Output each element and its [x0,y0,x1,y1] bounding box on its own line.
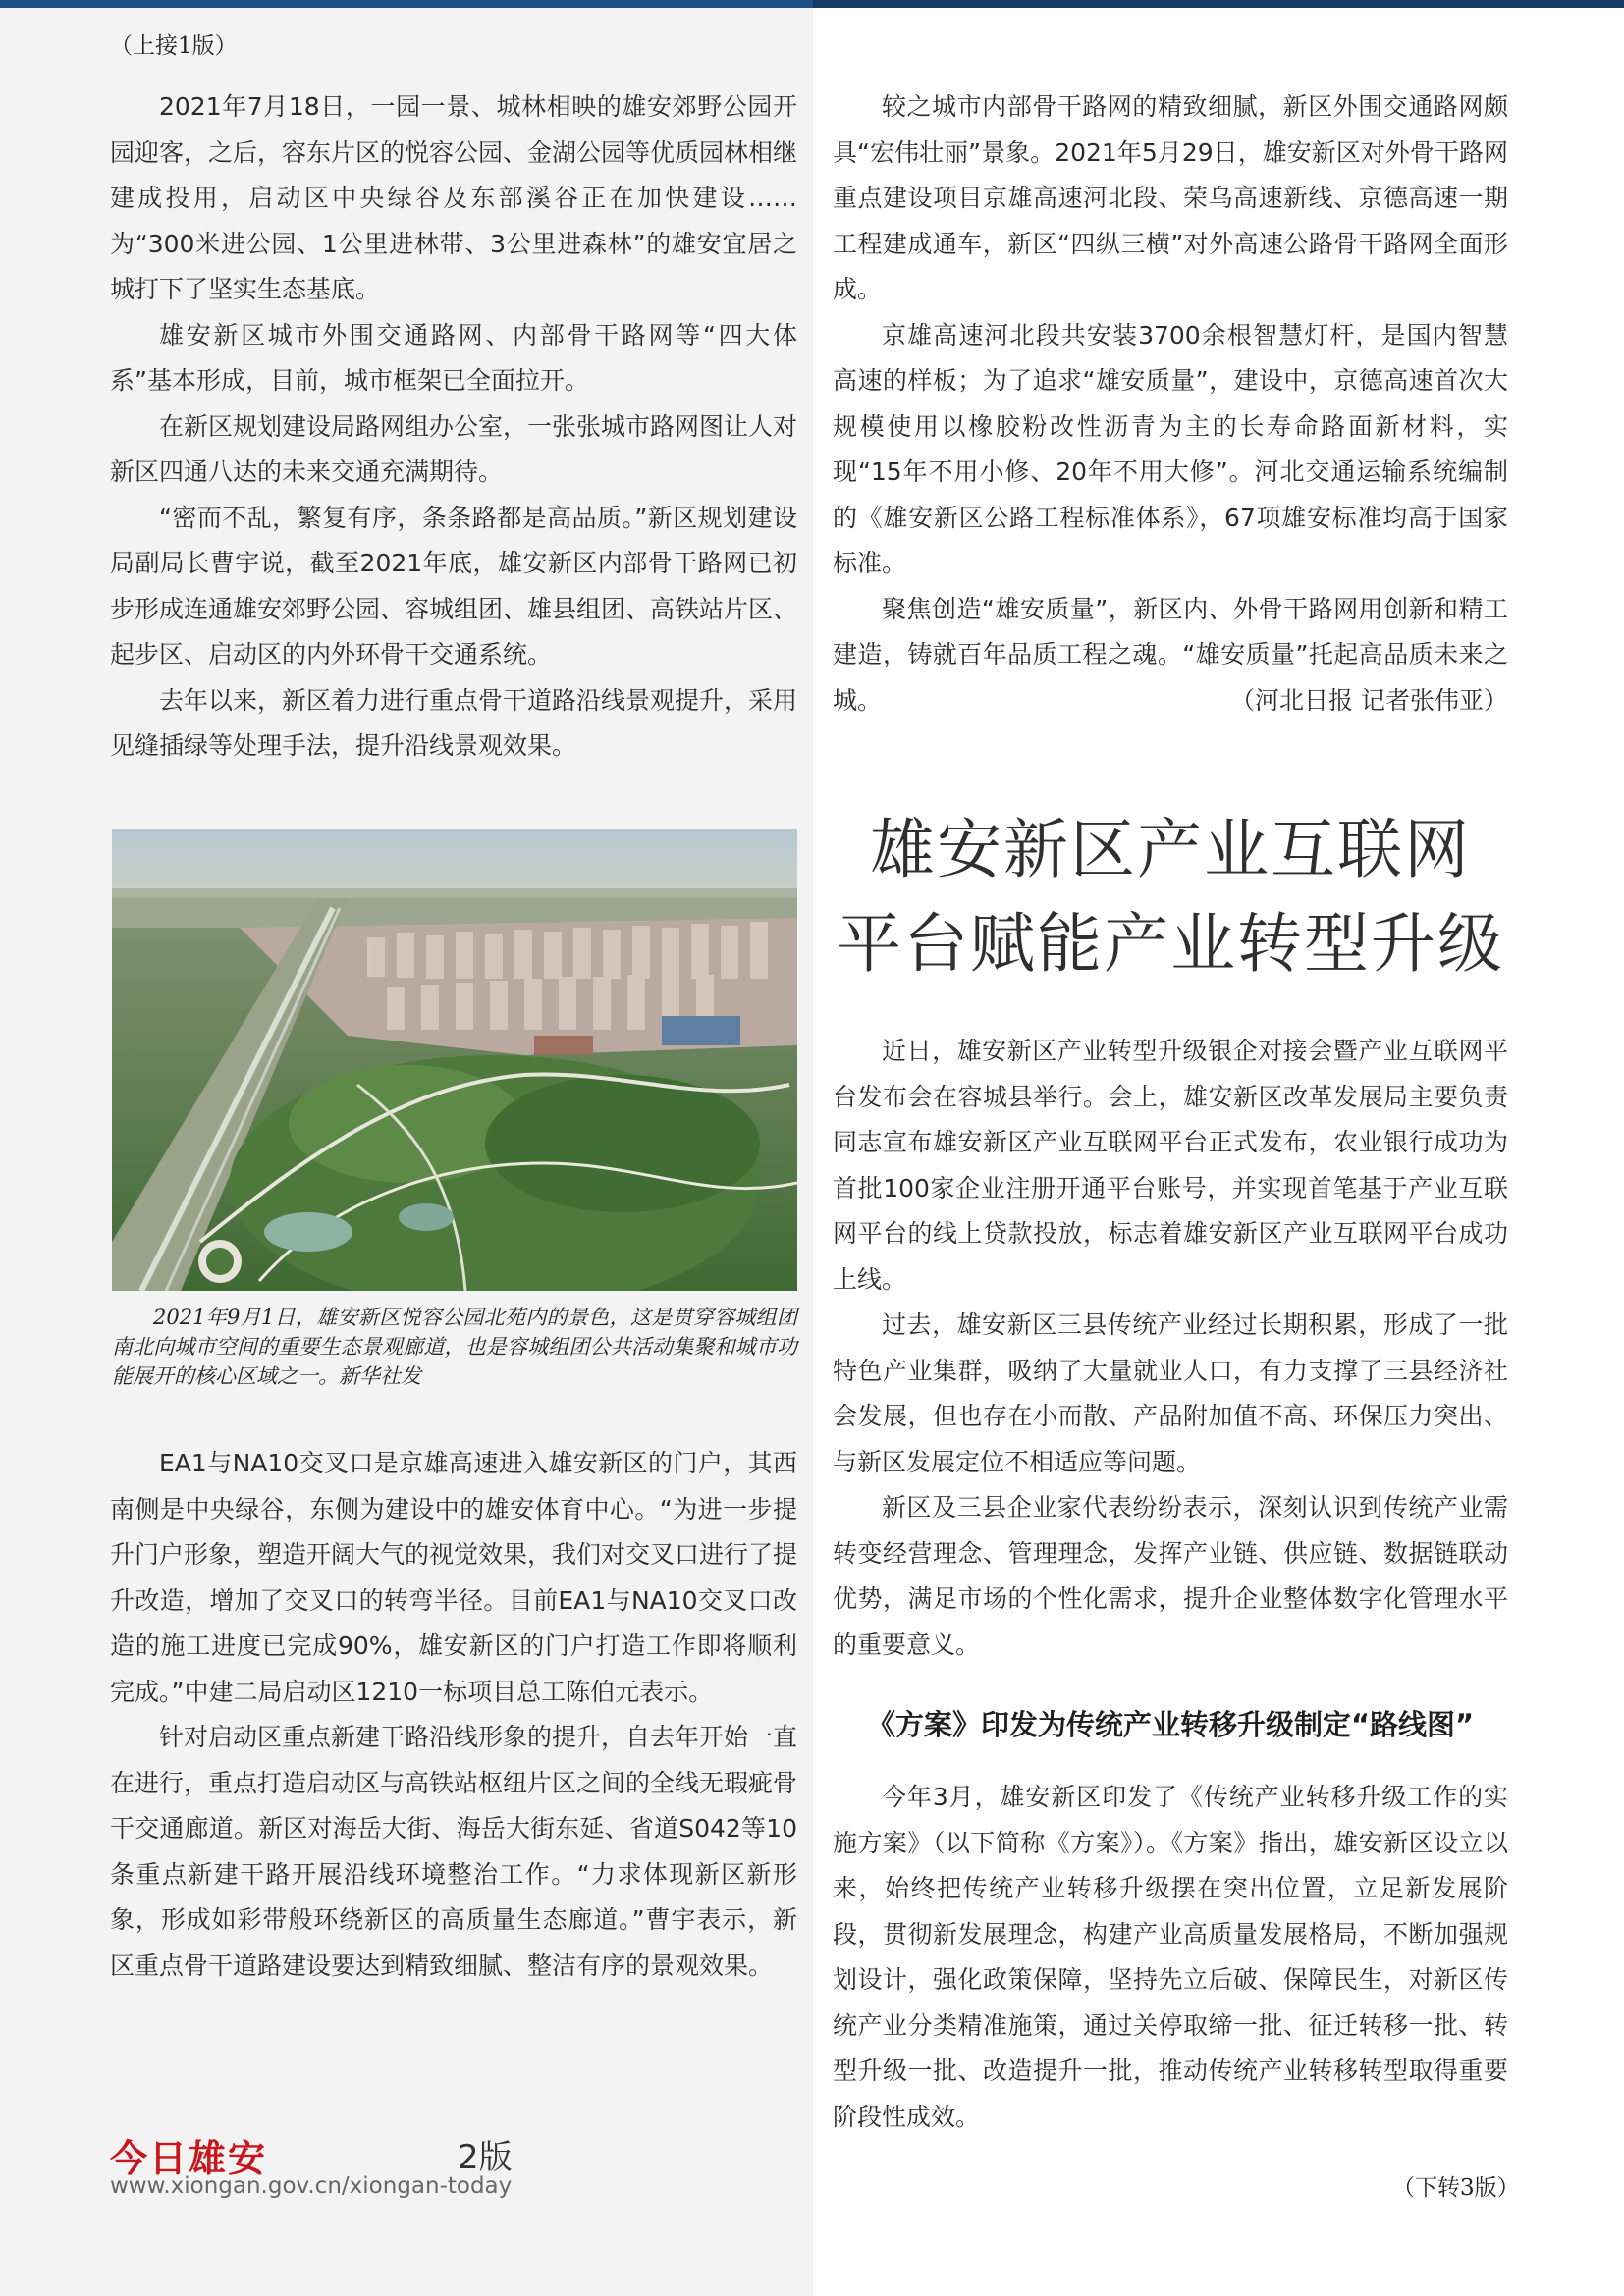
paragraph: “密而不乱，繁复有序，条条路都是高品质。”新区规划建设局副局长曹宇说，截至2021年底，雄安新区内部骨干路网已初步形成连通雄安郊野公园、容城组团、雄县组团、高铁站片区、起步区、启动区的内外环骨干交通系统。 [110,503,798,668]
paragraph: 2021年7月18日，一园一景、城林相映的雄安郊野公园开园迎客，之后，容东片区的悦容公园、金湖公园等优质园林相继建成投用，启动区中央绿谷及东部溪谷正在加快建设……为“300米进公园、1公里进林带、3公里进森林”的雄安宜居之城打下了坚实生态基底。 [110,92,798,303]
continued-to-label: （下转3版） [1392,2175,1520,2201]
top-accent-bar-left [0,0,813,8]
right-article-lower [833,1775,1508,2140]
left-article-upper [110,84,797,770]
paragraph-with-credit [833,587,1508,724]
newspaper-logo: 今日雄安 [110,2136,268,2180]
paragraph: 在新区规划建设局路网组办公室，一张张城市路网图让人对新区四通八达的未来交通充满期待。 [110,411,798,486]
continued-from-label: （上接1版） [110,33,238,59]
paragraph: 雄安新区城市外围交通路网、内部骨干路网等“四大体系”基本形成，目前，城市框架已全面拉开。 [110,320,797,395]
left-article-lower [110,1441,797,1989]
paragraph: 去年以来，新区着力进行重点骨干道路沿线景观提升，采用见缝插绿等处理手法，提升沿线景观效果。 [110,685,798,760]
paragraph: 近日，雄安新区产业转型升级银企对接会暨产业互联网平台发布会在容城县举行。会上，雄安新区改革发展局主要负责同志宣布雄安新区产业互联网平台正式发布，农业银行成功为首批100家企业注册开通平台账号，并实现首笔基于产业互联网平台的线上贷款投放，标志着雄安新区产业互联网平台成功上线。 [833,1037,1508,1294]
paragraph-text: 聚焦创造“雄安质量”，新区内、外骨干路网用创新和精工建造，铸就百年品质工程之魂。“雄安质量”托起高品质未来之城。 [833,594,1508,715]
article-headline [833,803,1508,991]
headline-line-1: 雄安新区产业互联网 [870,812,1471,887]
paragraph: 较之城市内部骨干路网的精致细腻，新区外围交通路网颇具“宏伟壮丽”景象。2021年5月29日，雄安新区对外骨干路网重点建设项目京雄高速河北段、荣乌高速新线、京德高速一期工程建成通车，新区“四纵三横”对外高速公路骨干路网全面形成。 [833,92,1508,303]
paragraph: 新区及三县企业家代表纷纷表示，深刻认识到传统产业需转变经营理念、管理理念，发挥产业链、供应链、数据链联动优势，满足市场的个性化需求，提升企业整体数字化管理水平的重要意义。 [833,1493,1508,1659]
headline-line-2: 平台赋能产业转型升级 [837,906,1504,982]
caption-text: 2021年9月1日，雄安新区悦容公园北苑内的景色，这是贯穿容城组团南北向城市空间的重要生态景观廊道，也是容城组团公共活动集聚和城市功能展开的核心区域之一。新华社发 [112,1306,797,1388]
right-article-body [833,1029,1508,1668]
footer-url: www.xiongan.gov.cn/xiongan-today [110,2173,513,2199]
source-credit: （河北日报 记者张伟亚） [1230,685,1508,715]
right-article-upper [833,84,1508,723]
paragraph: 京雄高速河北段共安装3700余根智慧灯杆，是国内智慧高速的样板；为了追求“雄安质量”，建设中，京德高速首次大规模使用以橡胶粉改性沥青为主的长寿命路面新材料，实现“15年不用小修、20年不用大修”。河北交通运输系统编制的《雄安新区公路工程标准体系》，67项雄安标准均高于国家标准。 [833,320,1508,577]
paragraph: 针对启动区重点新建干路沿线形象的提升，自去年开始一直在进行，重点打造启动区与高铁站枢纽片区之间的全线无瑕疵骨干交通廊道。新区对海岳大街、海岳大街东延、省道S042等10条重点新建干路开展沿线环境整治工作。“力求体现新区新形象，形成如彩带般环绕新区的高质量生态廊道。”曹宇表示，新区重点骨干道路建设要达到精致细腻、整洁有序的景观效果。 [110,1723,798,1980]
paragraph: EA1与NA10交叉口是京雄高速进入雄安新区的门户，其西南侧是中央绿谷，东侧为建设中的雄安体育中心。“为进一步提升门户形象，塑造开阔大气的视觉效果，我们对交叉口进行了提升改造，增加了交叉口的转弯半径。目前EA1与NA10交叉口改造的施工进度已完成90%，雄安新区的门户打造工作即将顺利完成。”中建二局启动区1210一标项目总工陈伯元表示。 [110,1449,798,1706]
park-aerial-photo [112,829,797,1291]
photo-caption [112,1303,797,1391]
section-subheading: 《方案》印发为传统产业转移升级制定“路线图” [866,1708,1475,1741]
page-number: 2版 [458,2138,513,2177]
paragraph: 今年3月，雄安新区印发了《传统产业转移升级工作的实施方案》（以下简称《方案》）。《方案》指出，雄安新区设立以来，始终把传统产业转移升级摆在突出位置，立足新发展阶段，贯彻新发展理念，构建产业高质量发展格局，不断加强规划设计，强化政策保障，坚持先立后破、保障民生，对新区传统产业分类精准施策，通过关停取缔一批、征迁转移一批、转型升级一批、改造提升一批，推动传统产业转移转型取得重要阶段性成效。 [833,1783,1508,2131]
paragraph: 过去，雄安新区三县传统产业经过长期积累，形成了一批特色产业集群，吸纳了大量就业人口，有力支撑了三县经济社会发展，但也存在小而散、产品附加值不高、环保压力突出、与新区发展定位不相适应等问题。 [833,1310,1508,1476]
